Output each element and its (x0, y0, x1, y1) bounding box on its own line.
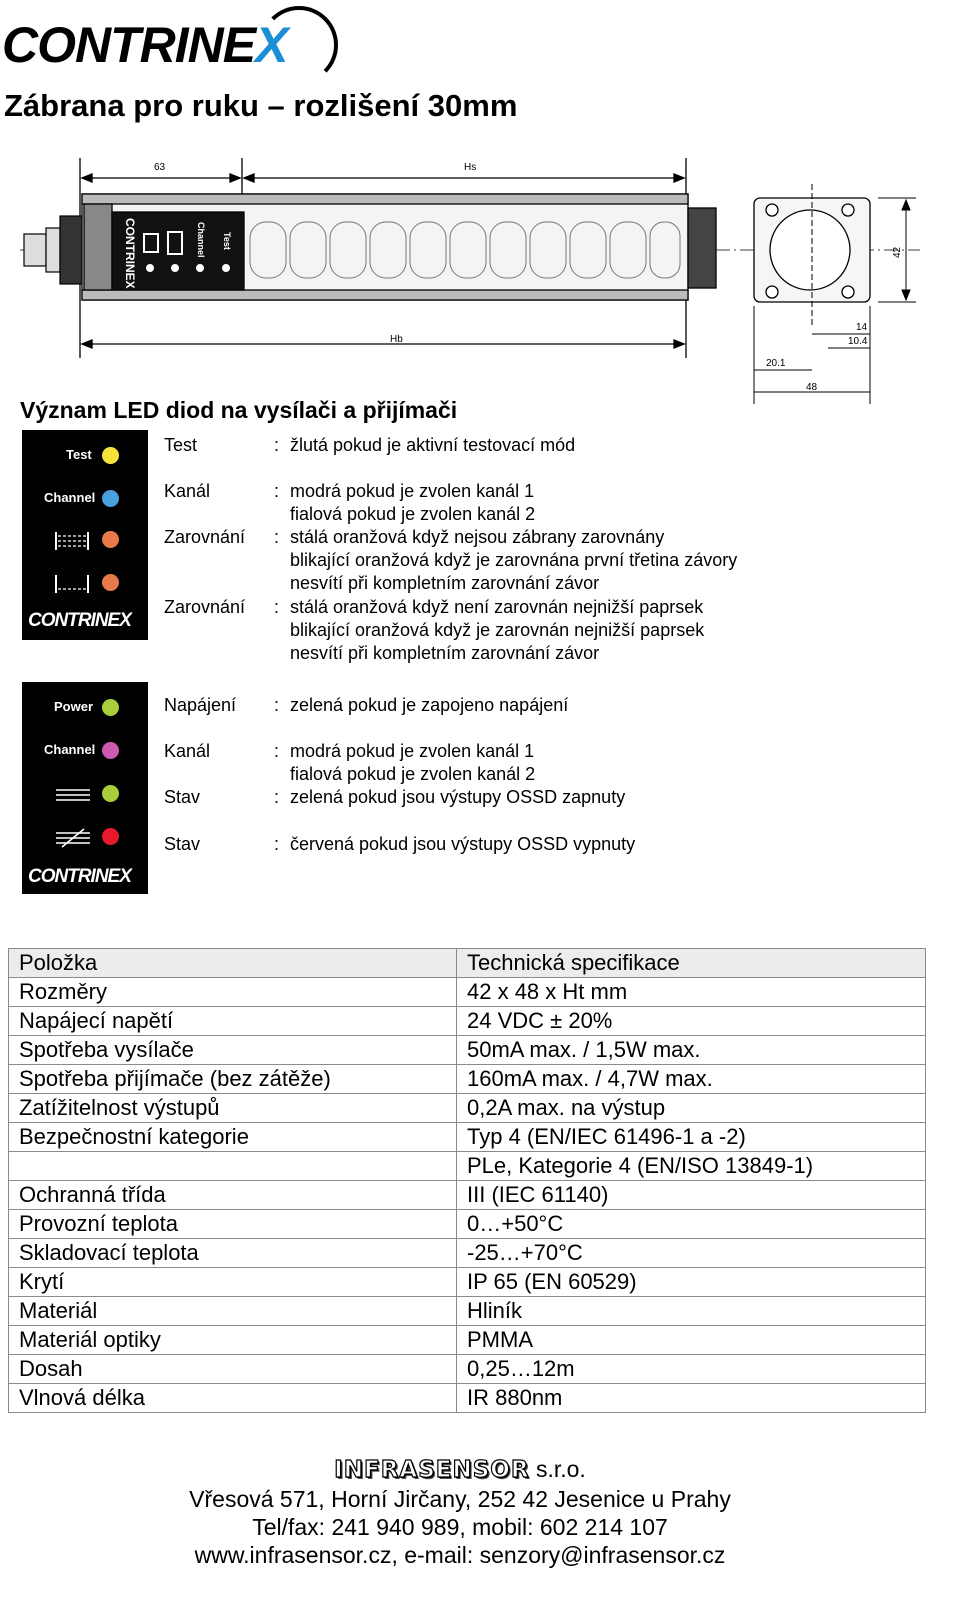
spec-table-header (9, 949, 926, 978)
spec-item: Ochranná třída (9, 1181, 457, 1210)
channel-led-icon (102, 742, 119, 759)
spec-value: IP 65 (EN 60529) (457, 1268, 926, 1297)
spec-value: 42 x 48 x Ht mm (457, 978, 926, 1007)
table-row (9, 1094, 926, 1123)
dim-14: 14 (856, 322, 868, 333)
spec-value: 0,2A max. na výstup (457, 1094, 926, 1123)
legend-name: Kanál (164, 741, 211, 761)
led-section-title: Význam LED diod na vysílači a přijímači (20, 397, 458, 423)
spec-value: 0,25…12m (457, 1355, 926, 1384)
legend-desc: fialová pokud je zvolen kanál 2 (290, 764, 536, 784)
spec-value: PMMA (457, 1326, 926, 1355)
legend-colon: : (274, 597, 280, 617)
test-led-icon (102, 447, 119, 464)
spec-value: PLe, Kategorie 4 (EN/ISO 13849-1) (457, 1152, 926, 1181)
legend-desc: fialová pokud je zvolen kanál 2 (290, 504, 536, 524)
legend-desc: červená pokud jsou výstupy OSSD vypnuty (290, 834, 636, 854)
receiver-panel-logo: CONTRINEX (28, 866, 131, 887)
footer-web[interactable]: www.infrasensor.cz, e-mail: senzory@infrasensor.cz (194, 1542, 726, 1568)
table-row (9, 1007, 926, 1036)
spec-header-item: Položka (9, 949, 457, 978)
spec-value: -25…+70°C (457, 1239, 926, 1268)
panel-power-label: Power (54, 699, 94, 714)
panel-test-label: Test (66, 447, 92, 462)
power-led-icon (102, 699, 119, 716)
contrinex-logo (2, 6, 342, 78)
spec-item: Materiál optiky (9, 1326, 457, 1355)
legend-desc: blikající oranžová když je zarovnána první třetina závory (290, 550, 738, 570)
table-row (9, 1181, 926, 1210)
dim-63: 63 (154, 162, 166, 173)
legend-colon: : (274, 787, 280, 807)
panel-channel-label: Channel (44, 742, 96, 757)
footer-phone: Tel/fax: 241 940 989, mobil: 602 214 107 (252, 1514, 668, 1540)
table-row (9, 1152, 926, 1181)
legend-desc: stálá oranžová když nejsou zábrany zarovnány (290, 527, 665, 547)
table-row (9, 1239, 926, 1268)
legend-desc: modrá pokud je zvolen kanál 1 (290, 481, 535, 501)
spec-header-value: Technická specifikace (457, 949, 926, 978)
channel-led-icon (102, 490, 119, 507)
spec-item: Provozní teplota (9, 1210, 457, 1239)
company-name: INFRASENSOR (334, 1457, 530, 1483)
ossd-on-led-icon (102, 785, 119, 802)
legend-desc: nesvítí při kompletním zarovnání závor (290, 643, 600, 663)
footer-company (0, 1456, 920, 1483)
ossd-off-led-icon (102, 828, 119, 845)
spec-item: Vlnová délka (9, 1384, 457, 1413)
table-row (9, 1065, 926, 1094)
spec-item: Krytí (9, 1268, 457, 1297)
legend-name: Napájení (164, 695, 237, 715)
spec-table (8, 948, 926, 1413)
legend-desc: zelená pokud jsou výstupy OSSD zapnuty (290, 787, 626, 807)
receiver-led-panel (22, 682, 148, 894)
legend-desc: modrá pokud je zvolen kanál 1 (290, 741, 535, 761)
dim-20-1: 20.1 (766, 358, 786, 369)
legend-desc: žlutá pokud je aktivní testovací mód (290, 435, 576, 455)
spec-value: IR 880nm (457, 1384, 926, 1413)
table-row (9, 1384, 926, 1413)
dimension-drawing (20, 158, 940, 414)
panel-channel-label: Channel (44, 490, 96, 505)
legend-name: Zarovnání (164, 527, 246, 547)
legend-colon: : (274, 834, 280, 854)
table-row (9, 978, 926, 1007)
spec-value: 160mA max. / 4,7W max. (457, 1065, 926, 1094)
page-title: Zábrana pro ruku – rozlišení 30mm (4, 88, 518, 123)
legend-name: Zarovnání (164, 597, 246, 617)
spec-value: Hliník (457, 1297, 926, 1326)
logo-wordmark: CONTRINEX (2, 17, 288, 73)
spec-item: Spotřeba vysílače (9, 1036, 457, 1065)
dim-42: 42 (892, 246, 903, 258)
dim-hs: Hs (464, 162, 477, 173)
legend-colon: : (274, 695, 280, 715)
legend-desc: zelená pokud je zapojeno napájení (290, 695, 569, 715)
table-row (9, 1036, 926, 1065)
spec-value: Typ 4 (EN/IEC 61496-1 a -2) (457, 1123, 926, 1152)
table-row (9, 1210, 926, 1239)
spec-item: Materiál (9, 1297, 457, 1326)
legend-desc: stálá oranžová když není zarovnán nejnižší paprsek (290, 597, 704, 617)
legend-name: Stav (164, 787, 201, 807)
legend-name: Stav (164, 834, 201, 854)
legend-colon: : (274, 527, 280, 547)
legend-desc: nesvítí při kompletním zarovnání závor (290, 573, 600, 593)
transmitter-led-panel (22, 430, 148, 640)
spec-value: III (IEC 61140) (457, 1181, 926, 1210)
spec-value: 0…+50°C (457, 1210, 926, 1239)
table-row (9, 1355, 926, 1384)
spec-value: 50mA max. / 1,5W max. (457, 1036, 926, 1065)
legend-name: Kanál (164, 481, 211, 501)
spec-item: Napájecí napětí (9, 1007, 457, 1036)
company-suffix: s.r.o. (529, 1456, 586, 1482)
alignment-led-2-icon (102, 574, 119, 591)
spec-item: Spotřeba přijímače (bez zátěže) (9, 1065, 457, 1094)
spec-item: Dosah (9, 1355, 457, 1384)
legend-name: Test (164, 435, 198, 455)
spec-item: Bezpečnostní kategorie (9, 1123, 457, 1152)
table-row (9, 1297, 926, 1326)
footer-address: Vřesová 571, Horní Jirčany, 252 42 Jesenice u Prahy (189, 1486, 731, 1512)
spec-item (9, 1152, 457, 1181)
dim-hb: Hb (390, 334, 403, 345)
body-channel-text: Channel (196, 222, 206, 258)
spec-value: 24 VDC ± 20% (457, 1007, 926, 1036)
legend-colon: : (274, 741, 280, 761)
legend-desc: blikající oranžová když je zarovnán nejnižší paprsek (290, 620, 705, 640)
alignment-led-1-icon (102, 531, 119, 548)
spec-item: Skladovací teplota (9, 1239, 457, 1268)
dim-48: 48 (806, 382, 818, 393)
spec-item: Zatížitelnost výstupů (9, 1094, 457, 1123)
table-row (9, 1268, 926, 1297)
legend-colon: : (274, 435, 280, 455)
body-brand-text: CONTRINEX (123, 218, 137, 289)
spec-item: Rozměry (9, 978, 457, 1007)
table-row (9, 1326, 926, 1355)
dim-10-4: 10.4 (848, 336, 868, 347)
transmitter-panel-logo: CONTRINEX (28, 610, 131, 631)
legend-colon: : (274, 481, 280, 501)
body-test-text: Test (222, 232, 232, 250)
table-row (9, 1123, 926, 1152)
